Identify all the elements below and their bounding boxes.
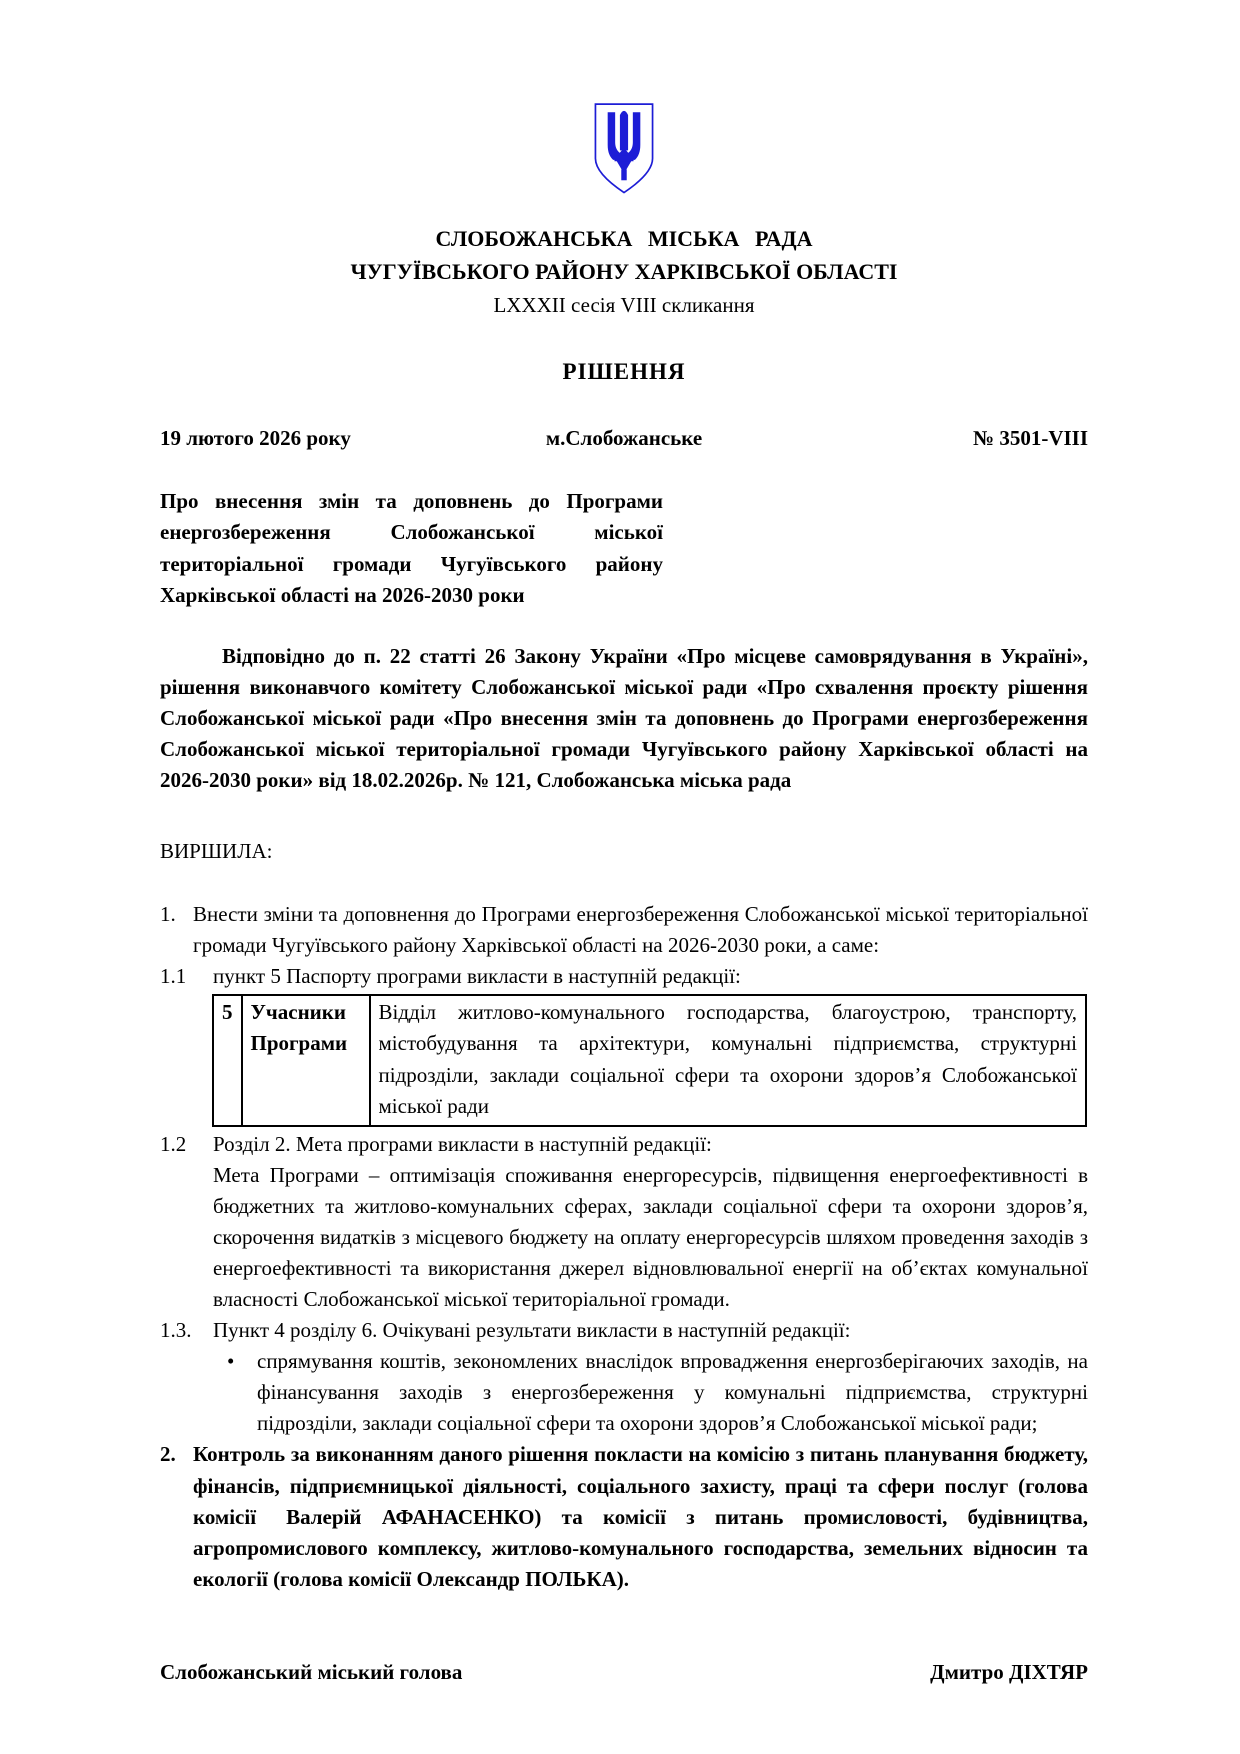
item-1-1-number: 1.1	[160, 964, 187, 989]
item-1-1-text: пункт 5 Паспорту програми викласти в наступній редакції:	[213, 964, 741, 989]
document-place: м.Слобожанське	[545, 426, 703, 451]
item-1-number: 1.	[160, 902, 176, 927]
item-1-3-number: 1.3.	[160, 1318, 192, 1343]
signer-title: Слобожанський міський голова	[160, 1659, 463, 1684]
session-line: LXXXII сесія VIII скликання	[493, 293, 755, 318]
passport-table	[212, 994, 1087, 1126]
list-item-1-3	[160, 1315, 1088, 1346]
item-1-text: Внести зміни та доповнення до Програми енергозбереження Слобожанської міської територіальної громади Чугуївського району Харківської області на 2026-2030 роки, а саме:	[193, 902, 1088, 958]
signature-row	[160, 1657, 1088, 1688]
bullet-text: спрямування коштів, зекономлених внаслідок впровадження енергозберігаючих заходів, на фінансування заходів з енергозбереження у комунальні підприємства, структурні підрозділи, заклади соціальної сфери та охорони здоров’я Слобожанської міської ради;	[257, 1349, 1088, 1436]
table-cell-number: 5	[213, 995, 242, 1125]
emblem-container	[160, 100, 1088, 207]
document-subject: Про внесення змін та доповнень до Програми енергозбереження Слобожанської міської територіальної громади Чугуївського району Харківської області на 2026-2030 роки	[160, 489, 663, 607]
item-1-3-text: Пункт 4 розділу 6. Очікувані результати викласти в наступній редакції:	[213, 1318, 851, 1343]
bullet-marker	[213, 1346, 257, 1439]
item-2-number: 2.	[160, 1442, 176, 1467]
table-cell-label: Учасники Програми	[242, 995, 370, 1125]
preamble-paragraph	[160, 641, 1088, 796]
list-item-1	[160, 899, 1088, 961]
list-item-2	[160, 1439, 1088, 1594]
org-name-line1: СЛОБОЖАНСЬКА МІСЬКА РАДА	[435, 226, 813, 252]
preamble-text: Відповідно до п. 22 статті 26 Закону України «Про місцеве самоврядування в Україні», рішення виконавчого комітету Слобожанської міської ради «Про схвалення проєкту рішення Слобожанської міської ради «Про внесення змін та доповнень до Програми енергозбереження Слобожанської міської територіальної громади Чугуївського району Харківської області на 2026-2030 роки» від 18.02.2026р. № 121, Слобожанська міська рада	[160, 643, 1088, 792]
item-2-text-part2: Валерій АФАНАСЕНКО) та комісії з питань промисловості, будівництва, агропромислового комплексу, житлово-комунального господарства, земельних відносин та екології (голова комісії Олександр ПОЛЬКА).	[193, 1504, 1088, 1591]
list-item-1-1	[160, 961, 1088, 992]
item-2-text	[193, 1439, 1088, 1594]
item-1-2-text: Розділ 2. Мета програми викласти в наступній редакції:	[213, 1131, 712, 1156]
table-cell-value: Відділ житлово-комунального господарства, благоустрою, транспорту, містобудування та архітектури, комунальні підприємства, структурні підрозділи, заклади соціальної сфери та охорони здоров’я Слобожанської міської ради	[370, 995, 1087, 1125]
signer-name: Дмитро ДІХТЯР	[930, 1659, 1088, 1684]
document-type-title: РІШЕННЯ	[562, 359, 686, 385]
document-date: 19 лютого 2026 року	[160, 426, 351, 451]
item-1-2-body: Мета Програми – оптимізація споживання енергоресурсів, підвищення енергоефективності в бюджетних та житлово-комунальних сферах, заклади соціальної сфери та охорони здоров’я, скорочення видатків з місцевого бюджету на оплату енергоресурсів шляхом проведення заходів з енергоефективності та використання джерел відновлювальної енергії на об’єктах комунальної власності Слобожанської міської територіальної громади.	[213, 1162, 1088, 1312]
bullet-list-item	[213, 1346, 1088, 1439]
table-row	[213, 995, 1086, 1125]
meta-row	[160, 423, 1088, 454]
list-item-1-2	[160, 1129, 1088, 1160]
org-name-line2: ЧУГУЇВСЬКОГО РАЙОНУ ХАРКІВСЬКОЇ ОБЛАСТІ	[350, 258, 898, 284]
item-2-text-part1: Контроль за виконанням даного рішення покласти на комісію з питань планування бюджету, фінансів, підприємницької діяльності, соціального захисту, праці та сфери послуг (голова комісії	[193, 1442, 1088, 1529]
document-number: № 3501-VIII	[972, 426, 1088, 451]
item-1-2-number: 1.2	[160, 1131, 187, 1156]
coat-of-arms-icon	[590, 100, 658, 198]
resolved-label: ВИРШИЛА:	[160, 839, 273, 864]
